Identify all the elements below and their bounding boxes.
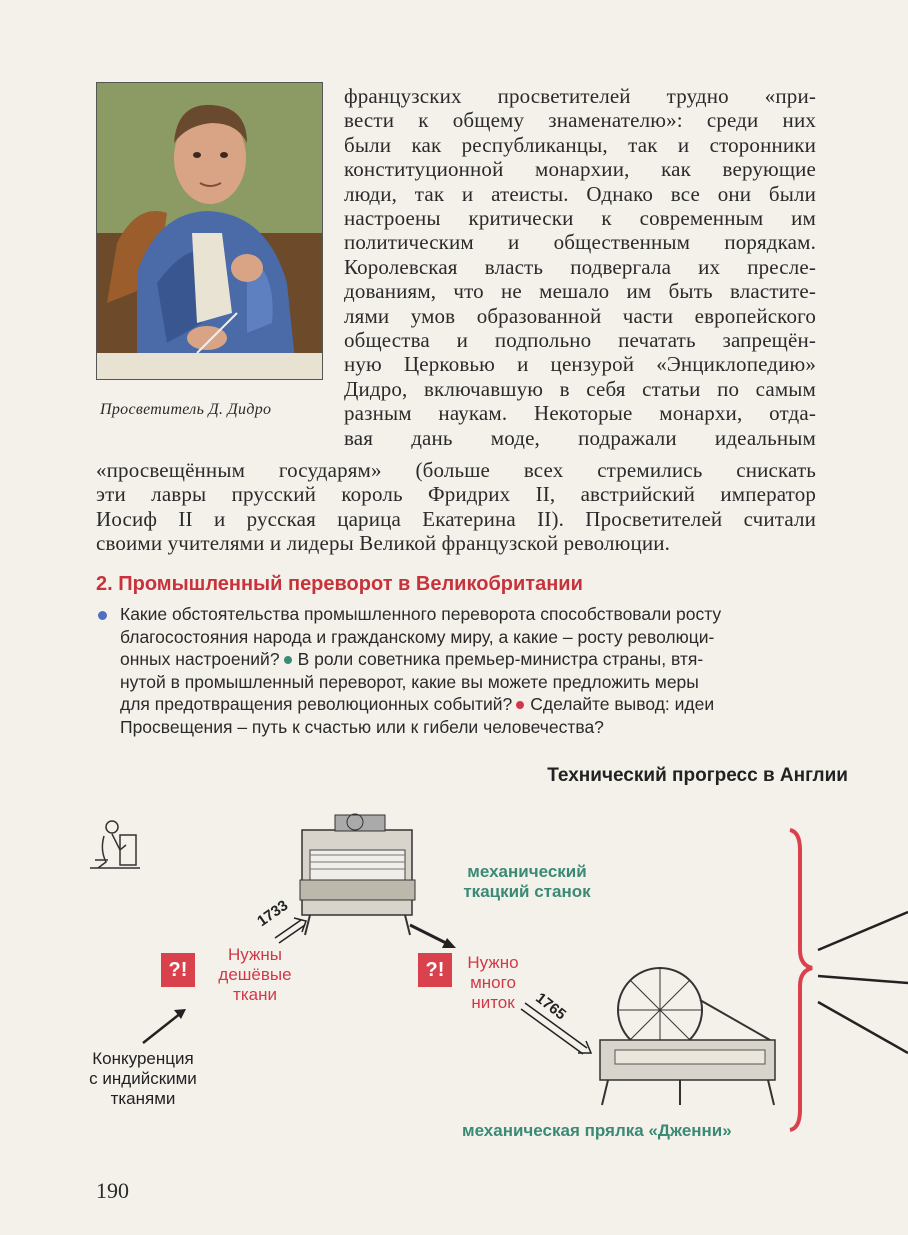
text-line: эти лавры прусский король Фридрих II, австрийский император bbox=[96, 482, 816, 507]
label-line: ткани bbox=[233, 985, 277, 1004]
text-line: своими учителями и лидеры Великой французской революции. bbox=[96, 531, 671, 556]
text-line: вая дань моде, подражали идеальным bbox=[344, 425, 816, 450]
question-line: Просвещения – путь к счастью или к гибели человечества? bbox=[120, 716, 604, 737]
text-line: Иосиф II и русская царица Екатерина II). Просветителей считали bbox=[96, 506, 816, 531]
jenny-label: механическая прялка «Дженни» bbox=[462, 1121, 732, 1140]
text-line: ную Церковью и цензурой «Энциклопедию» bbox=[344, 352, 816, 377]
curly-brace bbox=[790, 830, 812, 1130]
page-number: 190 bbox=[96, 1178, 129, 1203]
question-mark-badge: ?! bbox=[418, 953, 452, 987]
question-line: благосостояния народа и гражданскому миру, а какие – росту революци- bbox=[120, 626, 715, 647]
outgoing-line bbox=[818, 976, 908, 983]
need-many-threads bbox=[458, 953, 528, 1013]
label-line: дешёвые bbox=[218, 965, 292, 984]
text-line: настроены критически к современным им bbox=[344, 206, 816, 231]
arrow bbox=[410, 925, 448, 944]
need-cheap-fabrics bbox=[210, 945, 300, 1005]
spinning-jenny-illustration bbox=[600, 968, 775, 1105]
label-line: с индийскими bbox=[89, 1069, 197, 1088]
label-line: Нужны bbox=[228, 945, 282, 964]
text-line: «просвещённым государям» (больше всех стремились снискать bbox=[96, 458, 816, 482]
weaver-icon bbox=[90, 821, 140, 868]
question-part: для предотвращения революционных событий? bbox=[120, 694, 513, 715]
portrait-caption: Просветитель Д. Дидро bbox=[100, 401, 272, 418]
text-line: люди, так и атеисты. Однако все они были bbox=[344, 181, 816, 206]
text-line: лями умов образованной части европейского bbox=[344, 303, 816, 328]
text-line: конституционной монархии, как верующие bbox=[344, 157, 816, 182]
text-line: дованиям, что не мешало им быть властите- bbox=[344, 279, 816, 304]
text-line: французских просветителей трудно «при- bbox=[344, 84, 816, 108]
question-part: Сделайте вывод: идеи bbox=[530, 694, 715, 715]
diagram-title: Технический прогресс в Англии bbox=[547, 765, 848, 786]
label-line: механический bbox=[467, 862, 587, 881]
question-line: Какие обстоятельства промышленного переворота способствовали росту bbox=[120, 604, 722, 624]
year-1765: 1765 bbox=[532, 989, 570, 1024]
label-line: тканями bbox=[110, 1089, 176, 1108]
text-line: разным наукам. Некоторые монархи, отда- bbox=[344, 401, 816, 426]
competition-label bbox=[68, 1049, 218, 1109]
double-arrow-1733 bbox=[275, 918, 306, 943]
question-mark-badge: ?! bbox=[161, 953, 195, 987]
text-line: общества и подпольно печатать запрещён- bbox=[344, 328, 816, 353]
question-line: нутой в промышленный переворот, какие вы можете предложить меры bbox=[120, 671, 699, 692]
outgoing-line bbox=[818, 912, 908, 950]
text-line: Королевская власть подвергала их пресле- bbox=[344, 254, 816, 279]
year-1733: 1733 bbox=[254, 896, 292, 931]
text-line: политическим и общественным порядкам. bbox=[344, 230, 816, 255]
outgoing-line bbox=[818, 1002, 908, 1053]
label-line: ниток bbox=[471, 993, 515, 1012]
label-line: Нужно bbox=[467, 953, 519, 972]
text-line: Дидро, включавшую в себя статьи по самым bbox=[344, 376, 816, 401]
label-line: ткацкий станок bbox=[463, 882, 591, 901]
question-part: В роли советника премьер-министра страны, втя- bbox=[297, 649, 704, 670]
loom-label bbox=[452, 862, 602, 902]
loom-illustration bbox=[300, 814, 415, 935]
label-line: много bbox=[470, 973, 516, 992]
label-line: Конкуренция bbox=[92, 1049, 194, 1068]
question-part: онных настроений? bbox=[120, 649, 280, 670]
text-line: были как республиканцы, так и сторонники bbox=[344, 132, 816, 157]
text-line: вести к общему знаменателю»: среди них bbox=[344, 108, 816, 133]
arrow bbox=[143, 1013, 181, 1043]
section-title: 2. Промышленный переворот в Великобритании bbox=[96, 573, 583, 595]
